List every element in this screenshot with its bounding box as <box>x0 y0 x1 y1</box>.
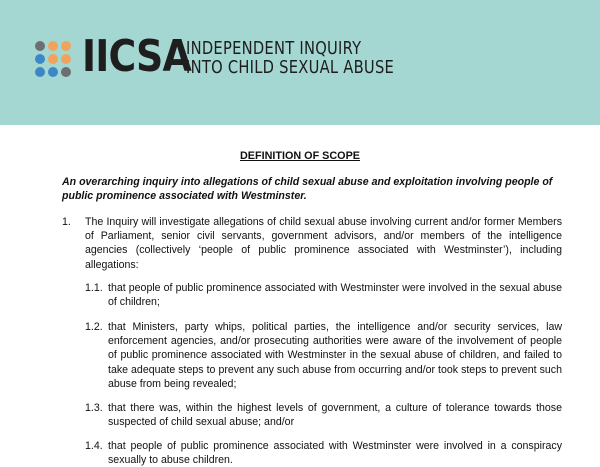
logo-dot-orange <box>61 41 71 51</box>
subitem-1-1-number: 1.1. <box>85 282 103 294</box>
logo-wordmark: IICSA <box>82 31 191 82</box>
logo-dot-orange <box>61 54 71 64</box>
item-1-number: 1. <box>62 216 71 228</box>
logo-tagline <box>186 40 394 78</box>
subitem-1-1-text: that people of public prominence associated with Westminster were involved in the sexual abuse of children; <box>108 282 562 309</box>
subitem-1-3-number: 1.3. <box>85 402 103 414</box>
item-1-text: The Inquiry will investigate allegations of child sexual abuse involving current and/or former Members of Parliament, senior civil servants, government advisors, and/or members of the intelligence agencies (collectively ‘people of public prominence associated with Westminster’), including allegations: <box>85 216 562 271</box>
subitem-1-4-text: that people of public prominence associated with Westminster were involved in a conspiracy sexually to abuse children. <box>108 440 562 467</box>
subitem-1-2-number: 1.2. <box>85 321 103 333</box>
logo-dot-grey <box>61 67 71 77</box>
header-banner <box>0 0 600 125</box>
logo-dot-blue <box>48 67 58 77</box>
logo-dot-blue <box>35 67 45 77</box>
logo-dot-orange <box>48 54 58 64</box>
logo-dot-orange <box>48 41 58 51</box>
logo-dots-icon <box>35 41 71 77</box>
logo-dot-grey <box>35 41 45 51</box>
subitem-1-3-text: that there was, within the highest levels of government, a culture of tolerance towards those suspected of child sexual abuse; and/or <box>108 402 562 429</box>
subitem-1-2-text: that Ministers, party whips, political parties, the intelligence and/or security services, law enforcement agencies, and/or prosecuting authorities were aware of the involvement of people of public prominence associated with Westminster in the sexual abuse of children, and failed to take adequate steps to prevent any such abuse from occurring and/or took steps to prevent such abuse from being revealed; <box>108 321 562 390</box>
document-intro: An overarching inquiry into allegations of child sexual abuse and exploitation involving people of public prominence associated with Westminster. <box>62 176 553 203</box>
tagline-line-2: INTO CHILD SEXUAL ABUSE <box>186 58 395 78</box>
logo-dot-blue <box>35 54 45 64</box>
subitem-1-4-number: 1.4. <box>85 440 103 452</box>
document-title: DEFINITION OF SCOPE <box>240 150 360 162</box>
tagline-line-1: INDEPENDENT INQUIRY <box>186 39 362 59</box>
